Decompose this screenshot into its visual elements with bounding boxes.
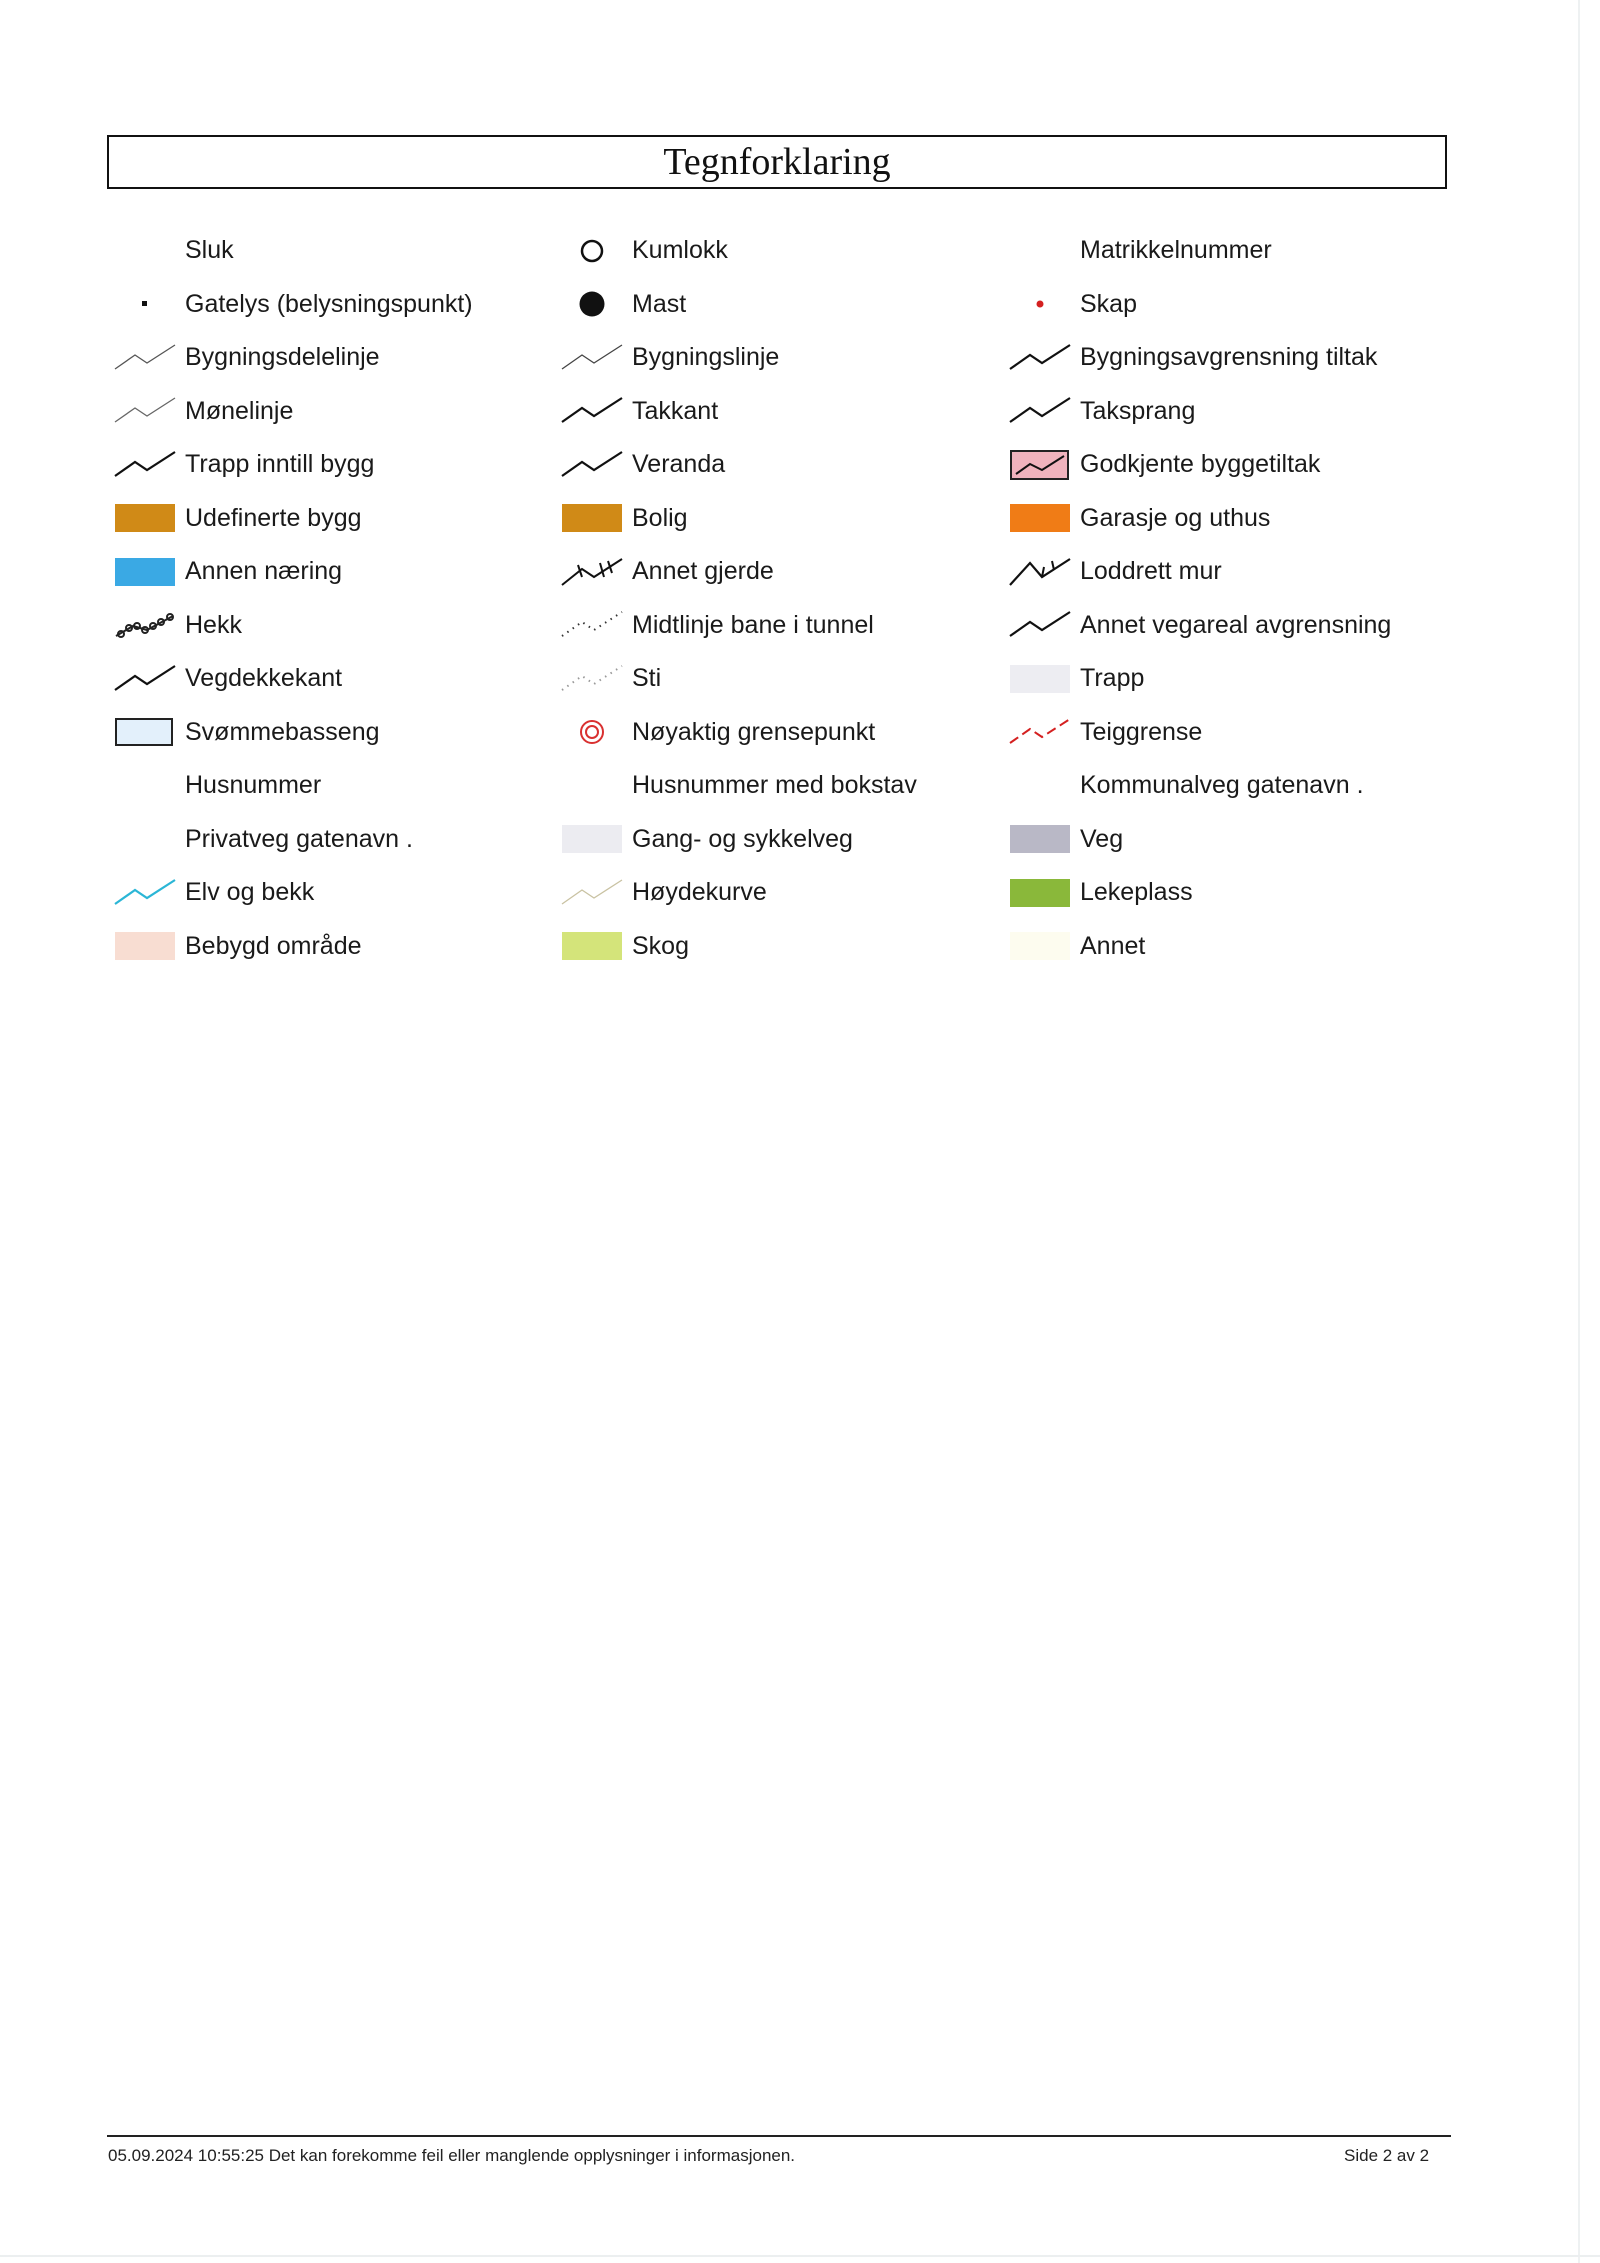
udefinerte-bygg-symbol-icon <box>105 498 185 538</box>
mast-symbol-icon <box>552 284 632 324</box>
trapp-symbol-icon <box>1000 659 1080 699</box>
page-bottom-edge <box>0 2255 1600 2257</box>
monelinje-symbol-icon <box>105 391 185 431</box>
legend-label: Teiggrense <box>1080 717 1203 746</box>
trapp-inntill-bygg-symbol-icon <box>105 445 185 485</box>
legend-label: Matrikkelnummer <box>1080 236 1272 265</box>
legend-label: Lekeplass <box>1080 878 1193 907</box>
legend-item-godkjente-byggetiltak <box>1000 438 1391 492</box>
legend-label: Husnummer med bokstav <box>632 771 917 800</box>
legend-item-skog <box>552 920 917 974</box>
legend-label: Bolig <box>632 503 688 532</box>
legend-item-taksprang <box>1000 385 1391 439</box>
legend-item-trapp <box>1000 652 1391 706</box>
legend-item-midtlinje-bane-i-tunnel <box>552 599 917 653</box>
legend-label: Bygningsdelelinje <box>185 343 380 372</box>
legend-label: Takkant <box>632 396 719 425</box>
legend-item-svommebasseng <box>105 706 473 760</box>
legend-label: Gatelys (belysningspunkt) <box>185 289 473 318</box>
legend-item-vegdekkekant <box>105 652 473 706</box>
legend-item-annet-vegareal-avgrensning <box>1000 599 1391 653</box>
legend-item-sluk <box>105 224 473 278</box>
legend-label: Veranda <box>632 450 726 479</box>
gatelys-belysningspunkt-symbol-icon <box>105 284 185 324</box>
taksprang-symbol-icon <box>1000 391 1080 431</box>
legend-item-annet-gjerde <box>552 545 917 599</box>
teiggrense-symbol-icon <box>1000 712 1080 752</box>
legend-item-garasje-og-uthus <box>1000 492 1391 546</box>
legend-label: Gang- og sykkelveg <box>632 824 853 853</box>
legend-item-noyaktig-grensepunkt <box>552 706 917 760</box>
bygningsavgrensning-tiltak-symbol-icon <box>1000 338 1080 378</box>
kommunalveg-gatenavn-symbol-icon <box>1000 766 1080 806</box>
husnummer-med-bokstav-symbol-icon <box>552 766 632 806</box>
bolig-symbol-icon <box>552 498 632 538</box>
legend-label: Kommunalveg gatenavn . <box>1080 771 1364 800</box>
legend-label: Annet vegareal avgrensning <box>1080 610 1392 639</box>
legend-label: Trapp inntill bygg <box>185 450 375 479</box>
hekk-symbol-icon <box>105 605 185 645</box>
legend-item-hoydekurve <box>552 866 917 920</box>
bygningsdelelinje-symbol-icon <box>105 338 185 378</box>
legend-item-bebygd-omrade <box>105 920 473 974</box>
legend-label: Mast <box>632 289 687 318</box>
vegdekkekant-symbol-icon <box>105 659 185 699</box>
legend-item-gang-og-sykkelveg <box>552 813 917 867</box>
skap-symbol-icon <box>1000 284 1080 324</box>
legend-label: Bygningsavgrensning tiltak <box>1080 343 1378 372</box>
garasje-og-uthus-symbol-icon <box>1000 498 1080 538</box>
legend-column-3 <box>1000 224 1391 973</box>
title-box <box>107 135 1447 189</box>
legend-label: Sti <box>632 664 662 693</box>
legend-item-teiggrense <box>1000 706 1391 760</box>
legend-label: Bebygd område <box>185 931 362 960</box>
elv-og-bekk-symbol-icon <box>105 873 185 913</box>
legend-item-takkant <box>552 385 917 439</box>
kumlokk-symbol-icon <box>552 231 632 271</box>
legend-item-bolig <box>552 492 917 546</box>
loddrett-mur-symbol-icon <box>1000 552 1080 592</box>
takkant-symbol-icon <box>552 391 632 431</box>
legend-column-2 <box>552 224 917 973</box>
legend-item-matrikkelnummer <box>1000 224 1391 278</box>
legend-item-udefinerte-bygg <box>105 492 473 546</box>
legend-label: Garasje og uthus <box>1080 503 1271 532</box>
legend-label: Veg <box>1080 824 1124 853</box>
svommebasseng-symbol-icon <box>105 712 185 752</box>
legend-label: Annet <box>1080 931 1146 960</box>
legend-label: Annen næring <box>185 557 343 586</box>
legend-item-kumlokk <box>552 224 917 278</box>
husnummer-symbol-icon <box>105 766 185 806</box>
footer-divider <box>107 2135 1451 2137</box>
page-edge-line <box>1578 0 1580 2263</box>
legend-label: Vegdekkekant <box>185 664 343 693</box>
legend-item-annen-naering <box>105 545 473 599</box>
veg-symbol-icon <box>1000 819 1080 859</box>
legend-item-annet <box>1000 920 1391 974</box>
legend-label: Midtlinje bane i tunnel <box>632 610 874 639</box>
legend-label: Sluk <box>185 236 234 265</box>
legend-label: Taksprang <box>1080 396 1196 425</box>
sluk-symbol-icon <box>105 231 185 271</box>
sti-symbol-icon <box>552 659 632 699</box>
legend-column-1 <box>105 224 473 973</box>
legend-item-veranda <box>552 438 917 492</box>
legend-label: Trapp <box>1080 664 1145 693</box>
legend-label: Privatveg gatenavn . <box>185 824 413 853</box>
legend-item-mast <box>552 278 917 332</box>
legend-item-lekeplass <box>1000 866 1391 920</box>
legend-item-hekk <box>105 599 473 653</box>
page-number: Side 2 av 2 <box>1344 2146 1430 2165</box>
legend-label: Nøyaktig grensepunkt <box>632 717 876 746</box>
legend-item-bygningslinje <box>552 331 917 385</box>
legend-label: Skog <box>632 931 689 960</box>
legend-label: Høydekurve <box>632 878 767 907</box>
legend-label: Svømmebasseng <box>185 717 380 746</box>
privatveg-gatenavn-symbol-icon <box>105 819 185 859</box>
legend-label: Skap <box>1080 289 1137 318</box>
legend-item-bygningsdelelinje <box>105 331 473 385</box>
legend-item-sti <box>552 652 917 706</box>
legend-item-veg <box>1000 813 1391 867</box>
legend-item-privatveg-gatenavn <box>105 813 473 867</box>
footer-disclaimer: 05.09.2024 10:55:25 Det kan forekomme feil eller manglende opplysninger i informasjonen. <box>108 2146 796 2165</box>
noyaktig-grensepunkt-symbol-icon <box>552 712 632 752</box>
annen-naering-symbol-icon <box>105 552 185 592</box>
legend-item-skap <box>1000 278 1391 332</box>
legend-item-husnummer <box>105 759 473 813</box>
legend-label: Loddrett mur <box>1080 557 1222 586</box>
legend-label: Udefinerte bygg <box>185 503 362 532</box>
legend-item-elv-og-bekk <box>105 866 473 920</box>
legend-item-bygningsavgrensning-tiltak <box>1000 331 1391 385</box>
legend-label: Bygningslinje <box>632 343 780 372</box>
annet-vegareal-avgrensning-symbol-icon <box>1000 605 1080 645</box>
legend-item-husnummer-med-bokstav <box>552 759 917 813</box>
legend-item-trapp-inntill-bygg <box>105 438 473 492</box>
legend-label: Kumlokk <box>632 236 728 265</box>
gang-og-sykkelveg-symbol-icon <box>552 819 632 859</box>
legend-label: Godkjente byggetiltak <box>1080 450 1321 479</box>
veranda-symbol-icon <box>552 445 632 485</box>
page-title: Tegnforklaring <box>663 141 891 183</box>
legend-item-loddrett-mur <box>1000 545 1391 599</box>
skog-symbol-icon <box>552 926 632 966</box>
legend-label: Hekk <box>185 610 242 639</box>
bebygd-omrade-symbol-icon <box>105 926 185 966</box>
midtlinje-bane-i-tunnel-symbol-icon <box>552 605 632 645</box>
hoydekurve-symbol-icon <box>552 873 632 913</box>
matrikkelnummer-symbol-icon <box>1000 231 1080 271</box>
legend-item-kommunalveg-gatenavn <box>1000 759 1391 813</box>
annet-symbol-icon <box>1000 926 1080 966</box>
legend-item-gatelys-belysningspunkt <box>105 278 473 332</box>
godkjente-byggetiltak-symbol-icon <box>1000 445 1080 485</box>
legend-label: Husnummer <box>185 771 322 800</box>
legend-label: Annet gjerde <box>632 557 774 586</box>
legend-label: Mønelinje <box>185 396 294 425</box>
lekeplass-symbol-icon <box>1000 873 1080 913</box>
legend-label: Elv og bekk <box>185 878 315 907</box>
annet-gjerde-symbol-icon <box>552 552 632 592</box>
bygningslinje-symbol-icon <box>552 338 632 378</box>
legend-item-monelinje <box>105 385 473 439</box>
